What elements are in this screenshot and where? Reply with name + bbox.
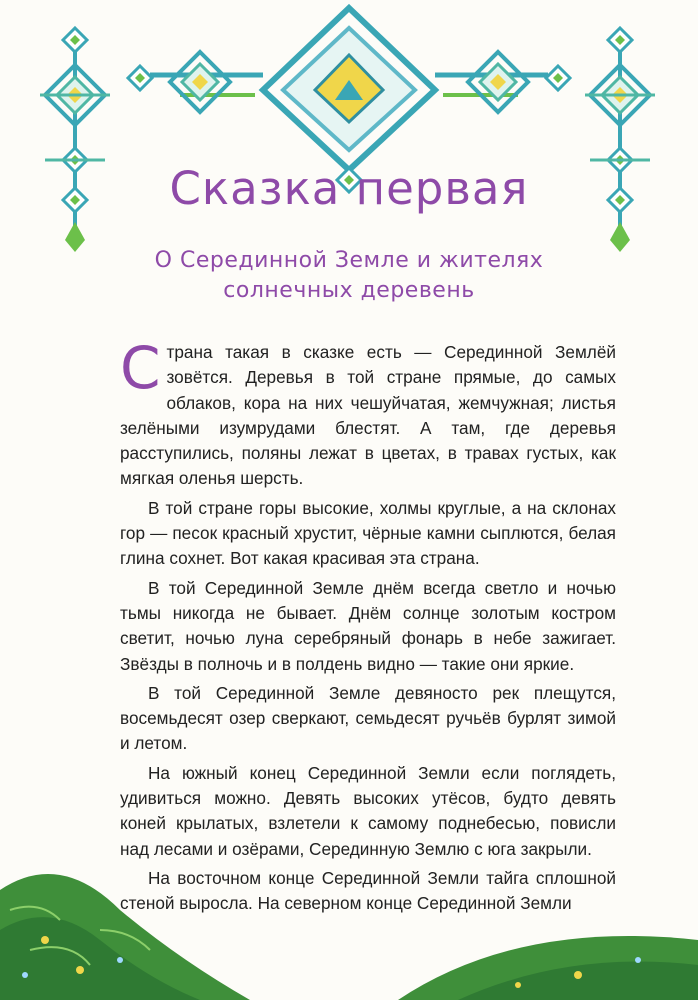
paragraph: Страна такая в сказке есть — Серединной Землёй зовётся. Деревья в той стране прямые, до самых облаков, кора на них чешуйчатая, жемчужная; листья зелёными изумрудами блестят. А там, где деревья расступились, поляны лежат в цветах, в травах густых, как мягкая оленья шерсть. [120, 334, 616, 489]
paragraph: В той стране горы высокие, холмы круглые, а на склонах гор — песок красный хрустит, чёрные камни сыплются, белая глина сохнет. Вот какая красивая эта страна. [120, 497, 616, 569]
paragraph: В той Серединной Земле днём всегда светло и ночью тьмы никогда не бывает. Днём солнце золотым костром светит, ночью луна серебряный фонарь в небе зажигает. Звёзды в полночь и в полдень видно — такие они яркие. [120, 577, 616, 674]
page-subtitle [60, 246, 638, 306]
paragraph: В той Серединной Земле девяносто рек плещутся, восемьдесят озер сверкают, семьдесят ручьёв бурлят зимой и летом. [120, 682, 616, 754]
story-text [120, 334, 616, 921]
grass-decoration-right [398, 920, 698, 1000]
page-title: Сказка первая [169, 162, 529, 215]
grass-decoration-left [0, 850, 250, 1000]
ornament-header [0, 0, 698, 270]
paragraph: На южный конец Серединной Земли если поглядеть, удивиться можно. Девять высоких утёсов, будто девять коней крылатых, взлетели к самому поднебесью, повисли над лесами и озёрами, Серединную Землю с юга закрыли. [120, 762, 616, 859]
subtitle-line-1: О Серединной Земле и жителях [154, 248, 544, 273]
drop-cap: С [120, 334, 161, 402]
subtitle-line-2: солнечных деревень [223, 278, 475, 303]
paragraph: На восточном конце Серединной Земли тайга сплошной стеной выросла. На северном конце Серединной Земли [120, 867, 616, 914]
